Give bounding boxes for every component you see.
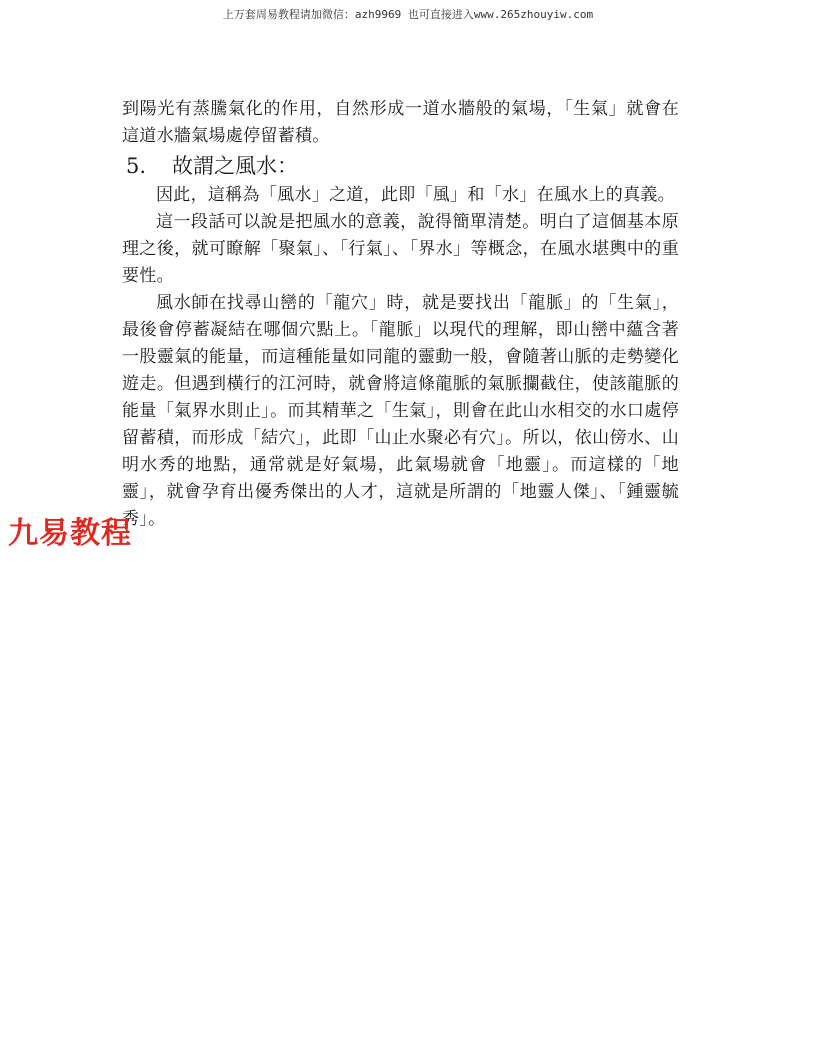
section-title: 故謂之風水： [172,154,298,178]
paragraph-2: 這一段話可以說是把風水的意義，說得簡單清楚。明白了這個基本原理之後，就可瞭解「聚氣」、「行氣」、「界水」等概念，在風水堪輿中的重要性。 [122,212,679,286]
header-note: 上万套周易教程请加微信：azh9969 也可直接进入www.265zhouyiw.com [222,8,594,21]
paragraph-1: 因此，這稱為「風水」之道，此即「風」和「水」在風水上的真義。 [156,185,675,205]
paragraph-continued: 到陽光有蒸騰氣化的作用，自然形成一道水牆般的氣場，「生氣」就會在這道水牆氣場處停留蓄積。 [122,99,679,146]
watermark-logo: 九易教程 [8,516,132,551]
document-body [122,96,679,533]
section-number: 5. [126,154,147,178]
section-heading [122,151,679,181]
paragraph-3: 風水師在找尋山巒的「龍穴」時，就是要找出「龍脈」的「生氣」，最後會停蓄凝結在哪個穴點上。「龍脈」以現代的理解，即山巒中蘊含著一股靈氣的能量，而這種能量如同龍的靈動一般，會隨著山脈的走勢變化遊走。但遇到橫行的江河時，就會將這條龍脈的氣脈攔截住，使該龍脈的能量「氣界水則止」。而其精華之「生氣」，則會在此山水相交的水口處停留蓄積，而形成「結穴」，此即「山止水聚必有穴」。所以，依山傍水、山明水秀的地點，通常就是好氣場，此氣場就會「地靈」。而這樣的「地靈」，就會孕育出優秀傑出的人才，這就是所謂的「地靈人傑」、「鍾靈毓秀」。 [122,293,679,529]
